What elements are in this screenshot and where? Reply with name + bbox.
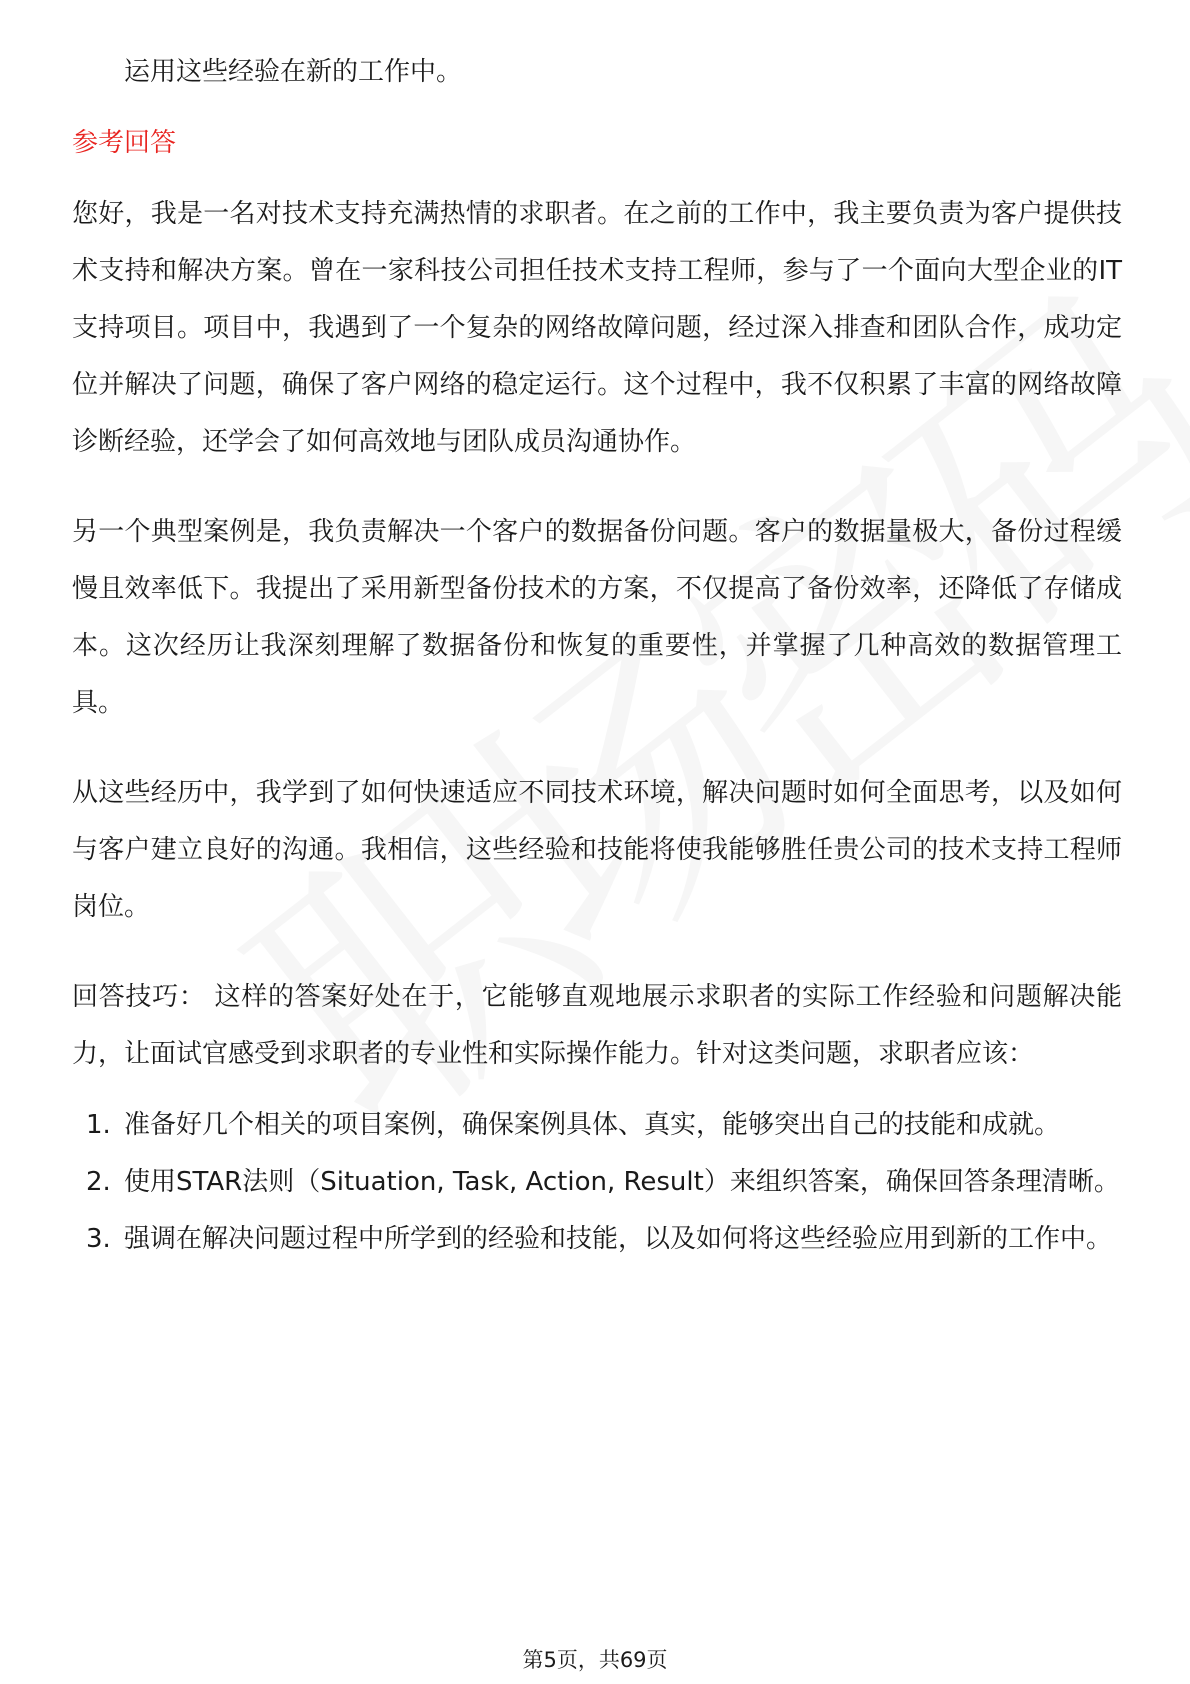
answer-paragraph-2: 另一个典型案例是，我负责解决一个客户的数据备份问题。客户的数据量极大，备份过程缓慢且效率低下。我提出了采用新型备份技术的方案，不仅提高了备份效率，还降低了存储成本。这次经历让我深刻理解了数据备份和恢复的重要性，并掌握了几种高效的数据管理工具。 [72,517,1122,718]
list-item-text: 强调在解决问题过程中所学到的经验和技能，以及如何将这些经验应用到新的工作中。 [124,1224,1113,1254]
list-item [72,1211,1122,1268]
list-item-number: 3. [86,1224,111,1254]
tips-intro-paragraph: 回答技巧： 这样的答案好处在于，它能够直观地展示求职者的实际工作经验和问题解决能力，让面试官感受到求职者的专业性和实际操作能力。针对这类问题，求职者应该： [72,982,1122,1069]
list-item-number: 1. [86,1110,111,1140]
continuation-text: 运用这些经验在新的工作中。 [124,57,463,87]
section-title: 参考回答 [72,128,177,158]
list-item-text: 准备好几个相关的项目案例，确保案例具体、真实，能够突出自己的技能和成就。 [124,1110,1061,1140]
answer-paragraph-1: 您好，我是一名对技术支持充满热情的求职者。在之前的工作中，我主要负责为客户提供技术支持和解决方案。曾在一家科技公司担任技术支持工程师，参与了一个面向大型企业的IT支持项目。项目中，我遇到了一个复杂的网络故障问题，经过深入排查和团队合作，成功定位并解决了问题，确保了客户网络的稳定运行。这个过程中，我不仅积累了丰富的网络故障诊断经验，还学会了如何高效地与团队成员沟通协作。 [72,199,1122,457]
page-footer: 第5页，共69页 [522,1648,668,1672]
list-item [72,1097,1122,1154]
list-item-text: 使用STAR法则（Situation, Task, Action, Result）来组织答案，确保回答条理清晰。 [124,1167,1120,1197]
answer-paragraph-3: 从这些经历中，我学到了如何快速适应不同技术环境，解决问题时如何全面思考，以及如何与客户建立良好的沟通。我相信，这些经验和技能将使我能够胜任贵公司的技术支持工程师岗位。 [72,778,1122,922]
tips-list [72,1097,1122,1268]
list-item-number: 2. [86,1167,111,1197]
list-item [72,1154,1122,1211]
page-content [72,44,1122,1268]
